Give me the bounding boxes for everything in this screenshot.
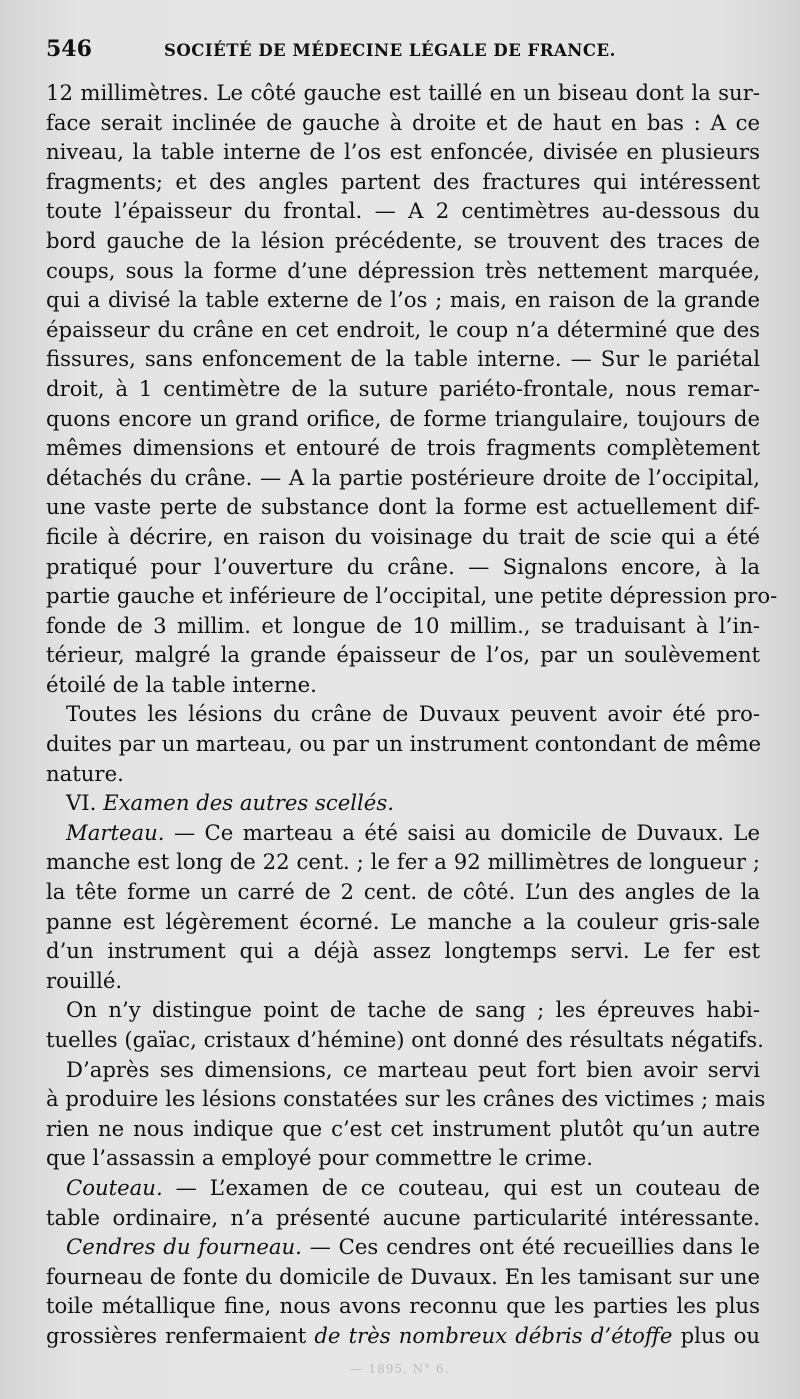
text-line bbox=[46, 1232, 760, 1262]
italic-text: Cendres du fourneau. bbox=[66, 1234, 302, 1260]
text-line bbox=[46, 404, 760, 434]
text-line bbox=[46, 226, 760, 256]
text-line bbox=[46, 759, 760, 789]
text-line bbox=[46, 1114, 760, 1144]
text-line bbox=[46, 818, 760, 848]
text-run: On n’y distingue point de tache de sang ; les épreuves habi- bbox=[66, 997, 760, 1023]
text-run: étoilé de la table interne. bbox=[46, 671, 317, 697]
italic-text: Marteau. bbox=[66, 819, 165, 845]
text-run: droit, à 1 centimètre de la suture pariéto-frontale, nous remar- bbox=[46, 375, 760, 401]
text-run: d’un instrument qui a déjà assez longtemps servi. Le fer est bbox=[46, 938, 760, 964]
italic-text: Couteau. bbox=[66, 1174, 163, 1200]
text-line bbox=[46, 611, 760, 641]
text-line bbox=[46, 137, 760, 167]
text-run: panne est légèrement écorné. Le manche a la couleur gris-sale bbox=[46, 908, 760, 934]
text-line bbox=[46, 552, 760, 582]
text-run: 12 millimètres. Le côté gauche est taillé en un biseau dont la sur- bbox=[46, 80, 760, 105]
text-run: partie gauche et inférieure de l’occipital, une petite dépression pro- bbox=[46, 583, 778, 609]
text-run: térieur, malgré la grande épaisseur de l’os, par un soulèvement bbox=[46, 642, 760, 668]
text-run: tuelles (gaïac, cristaux d’hémine) ont donné des résultats négatifs. bbox=[46, 1027, 764, 1052]
italic-text: Examen des autres scellés. bbox=[103, 790, 394, 816]
text-line bbox=[46, 1203, 760, 1233]
text-line bbox=[46, 966, 760, 996]
text-run: plus ou bbox=[672, 1322, 760, 1348]
italic-text: de très nombreux débris d’étoffe bbox=[314, 1322, 673, 1348]
text-line bbox=[46, 1143, 760, 1173]
text-run: ficile à décrire, en raison du voisinage du trait de scie qui a été bbox=[46, 523, 760, 549]
text-run: rien ne nous indique que c’est cet instrument plutôt qu’un autre bbox=[46, 1115, 760, 1141]
text-run: fissures, sans enfoncement de la table interne. — Sur le pariétal bbox=[46, 346, 760, 372]
text-run: VI. bbox=[66, 790, 104, 816]
text-line bbox=[46, 433, 760, 463]
page-footer: — 1895, N° 6. bbox=[350, 1362, 450, 1376]
page-number: 546 bbox=[46, 36, 92, 62]
text-line bbox=[46, 995, 760, 1025]
text-line bbox=[46, 1173, 760, 1203]
text-line bbox=[46, 1025, 764, 1055]
text-run: fourneau de fonte du domicile de Duvaux. En les tamisant sur une bbox=[46, 1263, 760, 1289]
text-run: grossières renfermaient bbox=[46, 1322, 315, 1348]
text-line bbox=[46, 877, 760, 907]
text-line bbox=[46, 492, 760, 522]
text-run: toile métallique fine, nous avons reconnu que les parties les plus bbox=[46, 1293, 760, 1319]
text-run: rouillé. bbox=[46, 967, 123, 993]
text-line bbox=[46, 256, 760, 286]
text-run: niveau, la table interne de l’os est enfoncée, divisée en plusieurs bbox=[46, 139, 760, 165]
text-line bbox=[46, 108, 760, 138]
text-run: quons encore un grand orifice, de forme triangulaire, toujours de bbox=[46, 405, 760, 431]
text-run: que l’assassin a employé pour commettre le crime. bbox=[46, 1145, 594, 1171]
text-run: toute l’épaisseur du frontal. — A 2 centimètres au-dessous du bbox=[46, 198, 760, 224]
text-run: qui a divisé la table externe de l’os ; mais, en raison de la grande bbox=[46, 287, 760, 313]
text-run: duites par un marteau, ou par un instrument contondant de même bbox=[46, 731, 762, 757]
text-run: nature. bbox=[46, 760, 124, 786]
text-line bbox=[46, 463, 760, 493]
text-run: Toutes les lésions du crâne de Duvaux peuvent avoir été pro- bbox=[66, 701, 760, 727]
text-run: mêmes dimensions et entouré de trois fragments complètement bbox=[46, 435, 760, 461]
text-line bbox=[46, 344, 760, 374]
text-run: la tête forme un carré de 2 cent. de côté. L’un des angles de la bbox=[46, 879, 760, 905]
text-line bbox=[46, 1291, 760, 1321]
text-line bbox=[46, 581, 778, 611]
text-run: — Ces cendres ont été recueillies dans le bbox=[301, 1234, 760, 1260]
text-line bbox=[46, 907, 760, 937]
text-line bbox=[46, 374, 760, 404]
text-run: détachés du crâne. — A la partie postérieure droite de l’occipital, bbox=[46, 464, 760, 490]
text-run: à produire les lésions constatées sur les crânes des victimes ; mais bbox=[46, 1086, 766, 1112]
text-run: table ordinaire, n’a présenté aucune particularité intéressante. bbox=[46, 1204, 760, 1230]
text-line bbox=[46, 640, 760, 670]
text-line bbox=[46, 1321, 760, 1351]
body-text bbox=[46, 78, 778, 1351]
text-line bbox=[46, 847, 760, 877]
text-run: fonde de 3 millim. et longue de 10 millim., se traduisant à l’in- bbox=[46, 612, 760, 638]
text-run: — Ce marteau a été saisi au domicile de Duvaux. Le bbox=[164, 819, 760, 845]
text-run: pratiqué pour l’ouverture du crâne. — Signalons encore, à la bbox=[46, 553, 760, 579]
text-line bbox=[46, 196, 760, 226]
text-line bbox=[46, 936, 760, 966]
page-header bbox=[46, 36, 760, 78]
text-line bbox=[46, 788, 760, 818]
text-run: épaisseur du crâne en cet endroit, le coup n’a déterminé que des bbox=[46, 316, 760, 342]
text-line bbox=[46, 699, 760, 729]
text-run: D’après ses dimensions, ce marteau peut fort bien avoir servi bbox=[66, 1056, 760, 1082]
text-line bbox=[46, 522, 760, 552]
text-line bbox=[46, 78, 760, 108]
text-line bbox=[46, 1262, 760, 1292]
text-line bbox=[46, 285, 760, 315]
text-run: une vaste perte de substance dont la forme est actuellement dif- bbox=[46, 494, 760, 520]
text-line bbox=[46, 729, 760, 759]
text-run: face serait inclinée de gauche à droite et de haut en bas : A ce bbox=[46, 109, 760, 135]
text-line bbox=[46, 670, 760, 700]
running-head: SOCIÉTÉ DE MÉDECINE LÉGALE DE FRANCE. bbox=[164, 41, 616, 60]
text-line bbox=[46, 315, 760, 345]
text-run: manche est long de 22 cent. ; le fer a 92 millimètres de longueur ; bbox=[46, 849, 760, 875]
text-run: — L’examen de ce couteau, qui est un couteau de bbox=[162, 1174, 760, 1200]
text-run: bord gauche de la lésion précédente, se trouvent des traces de bbox=[46, 227, 760, 253]
text-run: coups, sous la forme d’une dépression très nettement marquée, bbox=[46, 257, 760, 283]
text-line bbox=[46, 167, 760, 197]
text-line bbox=[46, 1084, 766, 1114]
text-run: fragments; et des angles partent des fractures qui intéressent bbox=[46, 168, 760, 194]
text-line bbox=[46, 1055, 760, 1085]
